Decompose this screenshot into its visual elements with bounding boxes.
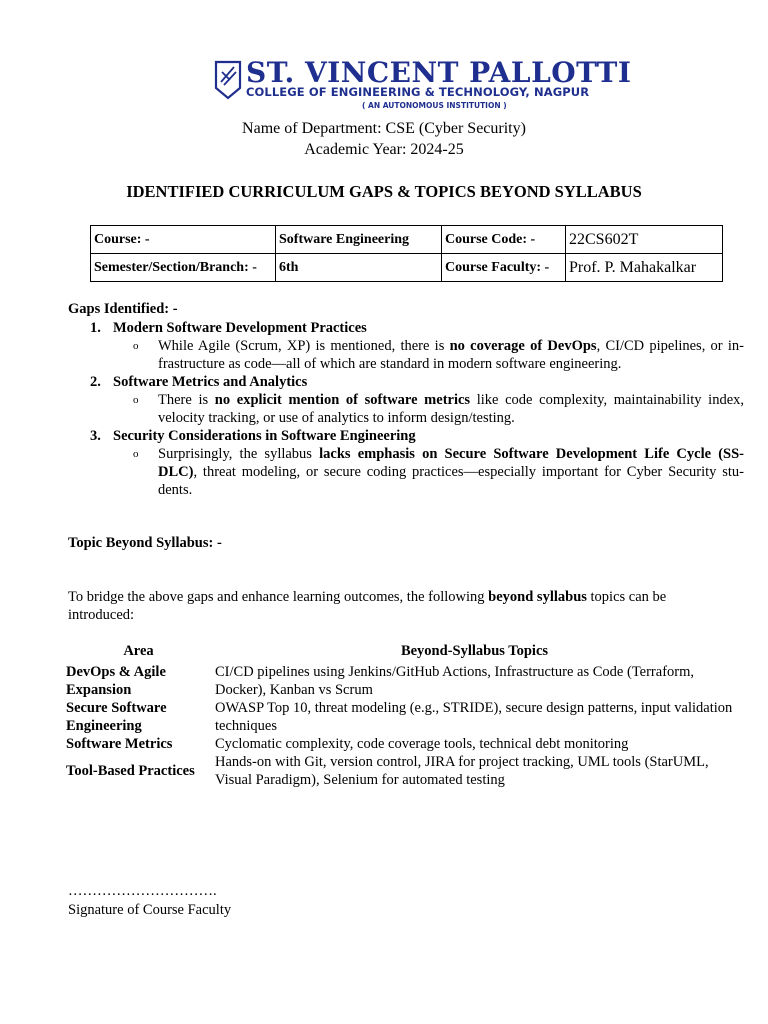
gap-description <box>158 337 744 373</box>
column-header-area: Area <box>123 643 154 659</box>
intro-paragraph <box>68 588 728 624</box>
college-subtitle: COLLEGE OF ENGINEERING & TECHNOLOGY, NAGPUR <box>246 85 590 99</box>
gap-text: There is <box>158 392 215 408</box>
college-tag: ( AN AUTONOMOUS INSTITUTION ) <box>362 101 507 110</box>
course-label: Course: - <box>91 226 276 254</box>
course-info-table <box>90 225 723 282</box>
intro-text: To bridge the above gaps and enhance learning outcomes, the following <box>68 589 489 605</box>
signature-label: Signature of Course Faculty <box>68 902 232 918</box>
faculty-value: Prof. P. Mahakalkar <box>566 254 723 282</box>
gap-number: 1. <box>90 320 101 336</box>
course-value: Software Engineering <box>276 226 442 254</box>
topics-table <box>64 642 736 789</box>
gap-text: Surprisingly, the syllabus <box>158 446 320 462</box>
column-header-topics: Beyond-Syllabus Topics <box>400 643 549 659</box>
gap-heading <box>90 320 367 337</box>
semester-label: Semester/Section/Branch: - <box>91 254 276 282</box>
course-code-value: 22CS602T <box>566 226 723 254</box>
gap-heading-text: Security Considerations in Software Engineering <box>113 428 416 444</box>
gap-number: 3. <box>90 428 101 444</box>
gap-heading <box>90 428 416 445</box>
table-header-row <box>64 642 736 663</box>
topics-cell: OWASP Top 10, threat modeling (e.g., STRIDE), secure design patterns, input validation techniques <box>215 700 733 734</box>
area-cell: Tool-Based Practices <box>66 763 195 779</box>
table-row <box>64 735 736 753</box>
topics-cell: CI/CD pipelines using Jenkins/GitHub Actions, Infrastructure as Code (Terraform, Docker), Kanban vs Scrum <box>215 664 695 698</box>
gap-emphasis: lacks emphasis on Secure Software Development Life Cycle (SS-DLC) <box>158 446 744 480</box>
gap-text: like code complexity, maintainability index, velocity tracking, or use of analytics to inform design/testing. <box>158 392 744 426</box>
faculty-label: Course Faculty: - <box>442 254 566 282</box>
academic-year: Academic Year: 2024-25 <box>304 141 464 158</box>
gap-heading-text: Software Metrics and Analytics <box>113 374 308 390</box>
gap-description <box>158 391 744 427</box>
table-row <box>64 663 736 699</box>
area-cell: Secure Software Engineering <box>66 700 167 734</box>
intro-text: topics can be introduced: <box>68 589 667 623</box>
college-emblem-icon <box>210 58 248 102</box>
table-row <box>64 699 736 735</box>
area-cell: DevOps & Agile Expansion <box>66 664 166 698</box>
circle-bullet-icon: o <box>133 394 139 406</box>
intro-emphasis: beyond syllabus <box>488 589 587 605</box>
gaps-title: Gaps Identified: - <box>68 301 178 317</box>
department-name: Name of Department: CSE (Cyber Security) <box>242 120 526 137</box>
gap-text: , threat modeling, or secure coding practices—especially important for Cyber Security students. <box>158 464 744 498</box>
course-code-label: Course Code: - <box>442 226 566 254</box>
gap-emphasis: no coverage of DevOps <box>449 338 597 354</box>
gap-heading <box>90 374 307 391</box>
topic-title: Topic Beyond Syllabus: - <box>68 535 222 551</box>
gap-description <box>158 445 744 499</box>
gap-emphasis: no explicit mention of software metrics <box>214 392 471 408</box>
circle-bullet-icon: o <box>133 448 139 460</box>
topics-cell: Cyclomatic complexity, code coverage tools, technical debt monitoring <box>215 736 629 752</box>
semester-value: 6th <box>276 254 442 282</box>
gap-text: , CI/CD pipelines, or infrastructure as code—all of which are standard in modern software engineering. <box>158 338 745 372</box>
area-cell: Software Metrics <box>66 736 173 752</box>
college-name: ST. VINCENT PALLOTTI <box>246 56 632 89</box>
gap-heading-text: Modern Software Development Practices <box>113 320 367 336</box>
page-title: IDENTIFIED CURRICULUM GAPS & TOPICS BEYOND SYLLABUS <box>126 182 642 201</box>
gap-text: While Agile (Scrum, XP) is mentioned, there is <box>158 338 450 354</box>
college-logo <box>210 52 632 116</box>
topics-cell: Hands-on with Git, version control, JIRA for project tracking, UML tools (StarUML, Visual Paradigm), Selenium for automated testing <box>215 754 709 788</box>
table-row <box>91 254 723 282</box>
gap-number: 2. <box>90 374 101 390</box>
table-row <box>91 226 723 254</box>
table-row <box>64 753 736 789</box>
signature-line: …………………………. <box>68 883 217 899</box>
circle-bullet-icon: o <box>133 340 139 352</box>
